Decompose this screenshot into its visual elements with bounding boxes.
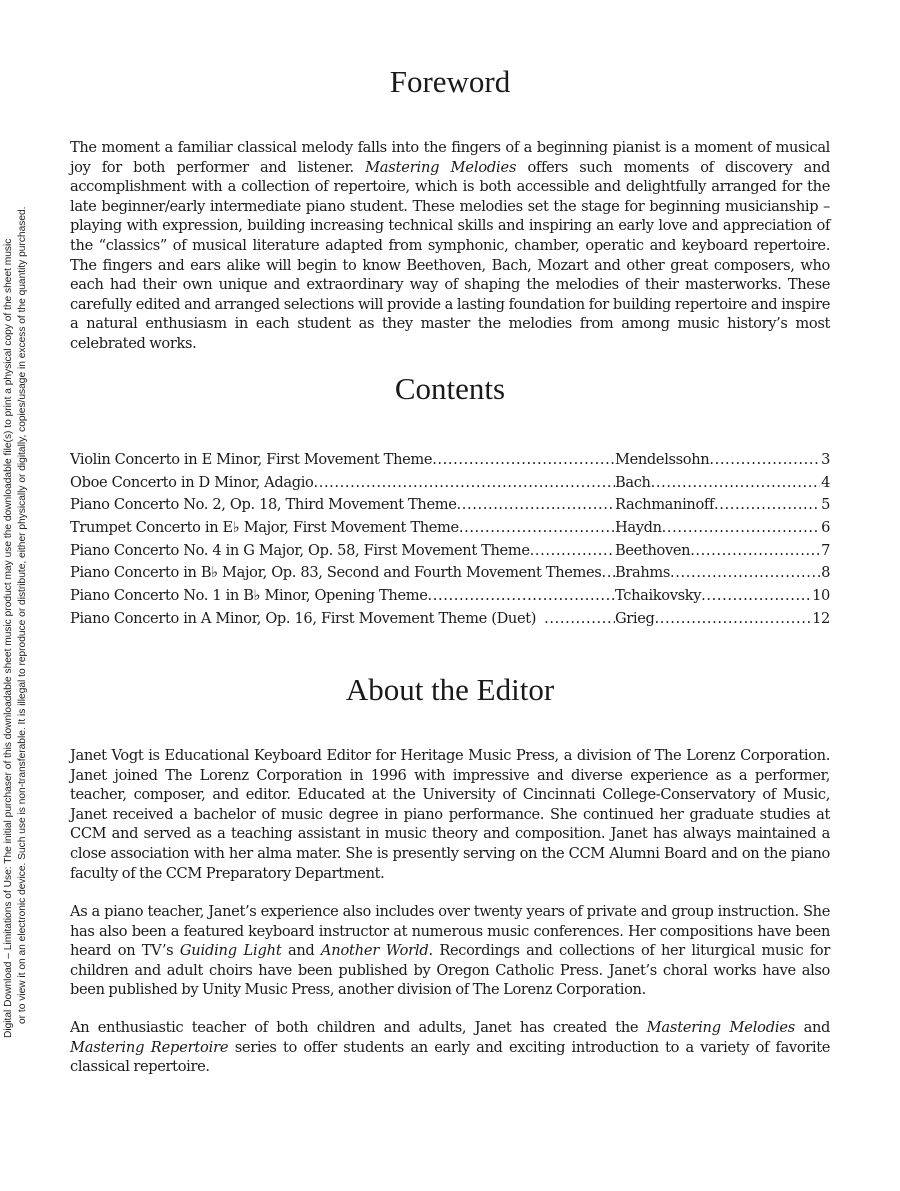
toc-entry-composer: Beethoven [615,541,691,559]
usage-notice-line-2: or to view it on an electronic device. Such use is non-transferable. It is illegal to reproduce or distribute, either physically or digitally, copies/usage in excess of the quantity purchased. [17,206,28,1024]
dot-leader [313,472,615,495]
editor-text: . Recordings and collections of her liturgical music for children and adult choirs have been published by Oregon Catholic Press. Janet’s choral works have also been published by Unity Music Press, another division of The Lorenz Corporation. [70,942,830,999]
toc-entry-page: 3 [821,451,830,468]
dot-leader [428,585,615,608]
toc-entry[interactable] [70,472,830,495]
dot-leader [457,494,615,517]
editor-paragraph-2 [70,902,830,1000]
editor-text: As a piano teacher, Janet’s experience also includes over twenty years of private and group instruction. She has also been a featured keyboard instructor at numerous music conferences. Her compositions have been heard on TV’s [70,903,830,960]
series-title: Mastering Melodies [365,158,517,176]
usage-notice [2,148,32,1038]
dot-leader [709,449,820,472]
toc-entry[interactable] [70,540,830,563]
toc-entry-page: 10 [812,587,830,605]
toc-entry-composer: Rachmaninoff [615,496,714,514]
toc-entry[interactable] [70,517,830,540]
toc-entry[interactable] [70,494,830,517]
toc-entry-title: Piano Concerto No. 2, Op. 18, Third Movement Theme [70,496,457,514]
series-title: Mastering Melodies [646,1019,796,1036]
toc-entry[interactable] [70,562,830,585]
editor-text: and [281,942,321,960]
dot-leader [530,540,615,563]
foreword-text-end: offers such moments of discovery and accomplishment with a collection of repertoire, which is both accessible and delightfully arranged for the late beginner/early intermediate piano student. These melodies set the stage for beginning musicianship – playing with expression, building increasing technical skills and inspiring an early love and appreciation of the “classics” of musical literature adapted from symphonic, chamber, operatic and keyboard repertoire. The fingers and ears alike will begin to know Beethoven, Bach, Mozart and other great composers, who each had their own unique and extraordinary way of shaping the melodies of their masterworks. These carefully edited and arranged selections will provide a lasting foundation for building repertoire and inspire a natural enthusiasm in each student as they master the melodies from among music history’s most celebrated works. [70,158,830,352]
dot-leader [690,540,820,563]
toc-entry-composer: Bach [615,473,651,491]
toc-entry-page: 6 [821,519,830,537]
toc-entry[interactable] [70,608,830,631]
editor-text: and [795,1019,830,1036]
tv-show-title: Guiding Light [179,942,282,960]
editor-text: series to offer students an early and exciting introduction to a variety of favorite classical repertoire. [70,1038,831,1076]
foreword-paragraph [70,138,830,354]
toc-entry-title: Piano Concerto No. 1 in B♭ Minor, Opening Theme [70,587,428,605]
toc-entry-title: Violin Concerto in E Minor, First Movement Theme [70,451,433,468]
editor-text: An enthusiastic teacher of both children and adults, Janet has created the [70,1019,647,1036]
toc-entry-composer: Tchaikovsky [615,587,702,605]
series-title: Mastering Repertoire [70,1038,229,1056]
dot-leader [651,472,820,495]
tv-show-title: Another World [320,942,429,960]
dot-leader [655,608,812,631]
toc-entry-title: Piano Concerto in B♭ Major, Op. 83, Second and Fourth Movement Themes [70,564,602,582]
dot-leader [670,562,820,585]
dot-leader [714,494,820,517]
dot-leader [459,517,615,540]
toc-entry-composer: Brahms [615,564,671,582]
toc-entry[interactable] [70,585,830,608]
table-of-contents [70,449,830,631]
toc-entry-composer: Grieg [615,609,655,627]
toc-entry-title: Oboe Concerto in D Minor, Adagio [70,473,314,491]
toc-entry-title: Trumpet Concerto in E♭ Major, First Movement Theme [70,519,459,537]
toc-entry-page: 7 [821,541,830,559]
contents-heading: Contents [394,371,506,406]
toc-entry-title: Piano Concerto No. 4 in G Major, Op. 58, First Movement Theme [70,541,530,559]
editor-paragraph-1: Janet Vogt is Educational Keyboard Editor for Heritage Music Press, a division of The Lorenz Corporation. Janet joined The Lorenz Corporation in 1996 with impressive and diverse experience as a performer, teacher, composer, and editor. Educated at the University of Cincinnati College-Conservatory of Music, Janet received a bachelor of music degree in piano performance. She continued her graduate studies at CCM and served as a teaching assistant in music theory and composition. Janet has always maintained a close association with her alma mater. She is presently serving on the CCM Alumni Board and on the piano faculty of the CCM Preparatory Department. [70,747,830,882]
dot-leader [662,517,820,540]
foreword-text-start: The moment a familiar classical melody falls into the fingers of a beginning pianist is a moment of musical joy for both performer and listener. [70,139,830,176]
dot-leader [701,585,811,608]
toc-entry-composer: Haydn [615,519,662,537]
toc-entry-composer: Mendelssohn [615,451,710,468]
usage-notice-text [2,148,30,1038]
foreword-heading: Foreword [389,64,511,99]
usage-notice-line-1: Digital Download – Limitations of Use: The initial purchaser of this downloadable sheet music product may use the downloadable file(s) to print a physical copy of the sheet music [3,238,14,1038]
toc-entry-page: 5 [821,496,830,514]
toc-entry-title: Piano Concerto in A Minor, Op. 16, First Movement Theme (Duet) [70,609,537,627]
dot-leader [601,562,615,585]
dot-leader [536,608,615,631]
editor-paragraph-3 [70,1018,830,1077]
toc-entry-page: 8 [821,564,830,582]
toc-entry-page: 4 [821,473,830,491]
toc-entry-page: 12 [812,609,830,627]
dot-leader [432,449,615,472]
toc-entry[interactable] [70,449,830,472]
about-editor-heading: About the Editor [345,672,555,707]
